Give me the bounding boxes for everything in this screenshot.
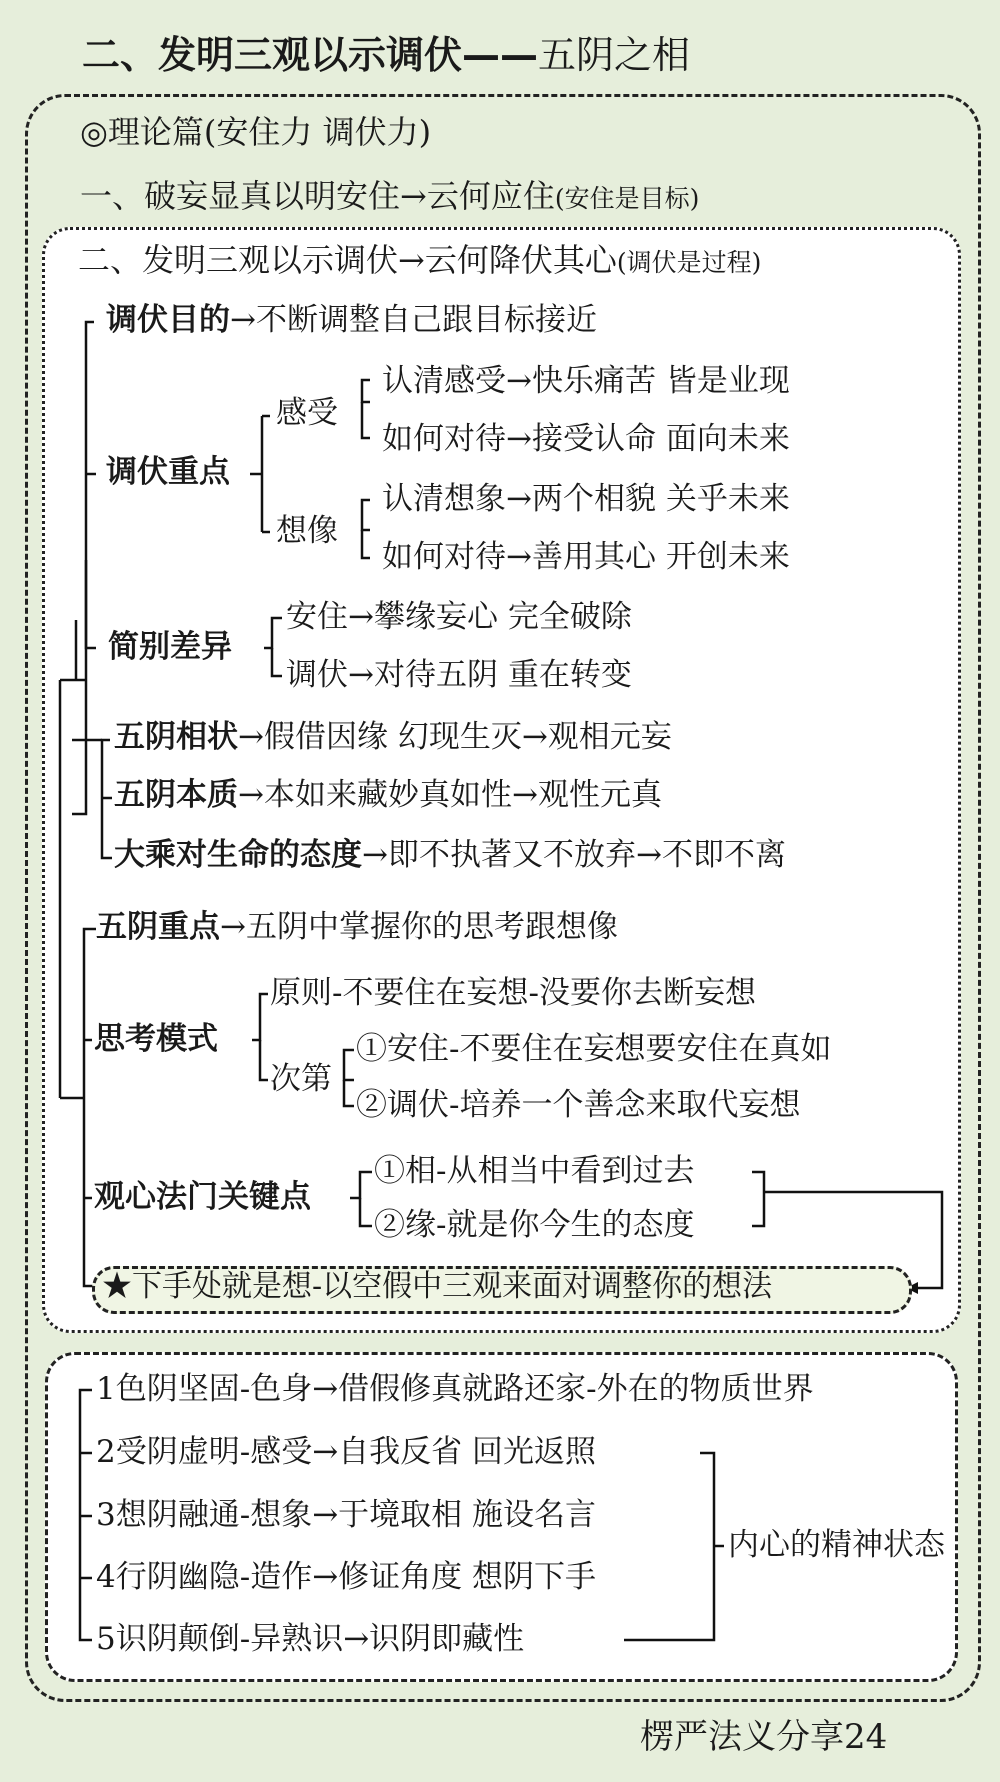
feeling-item-a: 认清感受→快乐痛苦 皆是业现	[382, 363, 790, 399]
diff-label: 简别差异	[108, 629, 232, 665]
essence-text: →本如来藏妙真如性→观性元真	[238, 777, 662, 813]
yin-item-3: 3想阴融通-想象→于境取相 施设名言	[96, 1497, 597, 1533]
key-node	[96, 909, 618, 945]
footer-series: 楞严法义分享24	[640, 1717, 888, 1757]
title-sub: 五阴之相	[538, 33, 691, 77]
title-dash: ——	[462, 33, 539, 77]
section-two-main: 二、发明三观以示调伏→云何降伏其心	[78, 241, 617, 279]
thinking-principle: 原则-不要住在妄想-没要你去断妄想	[270, 975, 756, 1011]
diff-item-b: 调伏→对待五阴 重在转变	[286, 657, 632, 693]
method-item-a: ①相-从相当中看到过去	[374, 1153, 695, 1189]
essence-node	[114, 777, 662, 813]
yin-item-5: 5识阴颠倒-异熟识→识阴即藏性	[96, 1621, 525, 1657]
key-text: →五阴中掌握你的思考跟想像	[220, 909, 618, 945]
thinking-order-1: ①安住-不要住在妄想要安住在真如	[356, 1031, 832, 1067]
section-one-main: 一、破妄显真以明安住→云何应住	[80, 177, 555, 215]
form-label: 五阴相状	[114, 719, 238, 755]
method-item-b: ②缘-就是你今生的态度	[374, 1207, 695, 1243]
section-theory: ◎理论篇(安住力 调伏力)	[80, 113, 432, 151]
feeling-label: 感受	[276, 395, 338, 431]
yin-item-2: 2受阴虚明-感受→自我反省 回光返照	[96, 1434, 597, 1470]
diff-item-a: 安住→攀缘妄心 完全破除	[286, 599, 632, 635]
key-label: 五阴重点	[96, 909, 220, 945]
yin-group-label: 内心的精神状态	[728, 1527, 945, 1563]
star-text: ★下手处就是想-以空假中三观来面对调整你的想法	[102, 1269, 773, 1304]
form-node	[114, 719, 672, 755]
feeling-item-b: 如何对待→接受认命 面向未来	[382, 421, 790, 457]
imagine-item-a: 认清想象→两个相貌 关乎未来	[382, 481, 790, 517]
method-label: 观心法门关键点	[94, 1179, 311, 1215]
thinking-order-label: 次第	[270, 1061, 332, 1097]
goal-label: 调伏目的	[106, 302, 230, 338]
thinking-order-2: ②调伏-培养一个善念来取代妄想	[356, 1087, 801, 1123]
attitude-label: 大乘对生命的态度	[114, 837, 362, 873]
imagine-item-b: 如何对待→善用其心 开创未来	[382, 539, 790, 575]
yin-item-1: 1色阴坚固-色身→借假修真就路还家-外在的物质世界	[96, 1371, 814, 1407]
essence-label: 五阴本质	[114, 777, 238, 813]
title-bold: 二、发明三观以示调伏	[82, 33, 463, 77]
goal-text: →不断调整自己跟目标接近	[230, 302, 597, 338]
section-two-note: (调伏是过程)	[616, 248, 762, 277]
imagine-label: 想像	[276, 513, 338, 549]
attitude-node	[114, 837, 786, 873]
focus-label: 调伏重点	[106, 454, 230, 490]
section-one-note: (安住是目标)	[554, 184, 700, 213]
yin-item-4: 4行阴幽隐-造作→修证角度 想阴下手	[96, 1559, 597, 1595]
attitude-text: →即不执著又不放弃→不即不离	[362, 837, 786, 873]
goal-node	[106, 302, 597, 338]
form-text: →假借因缘 幻现生灭→观相元妄	[238, 719, 672, 755]
thinking-label: 思考模式	[94, 1021, 218, 1057]
